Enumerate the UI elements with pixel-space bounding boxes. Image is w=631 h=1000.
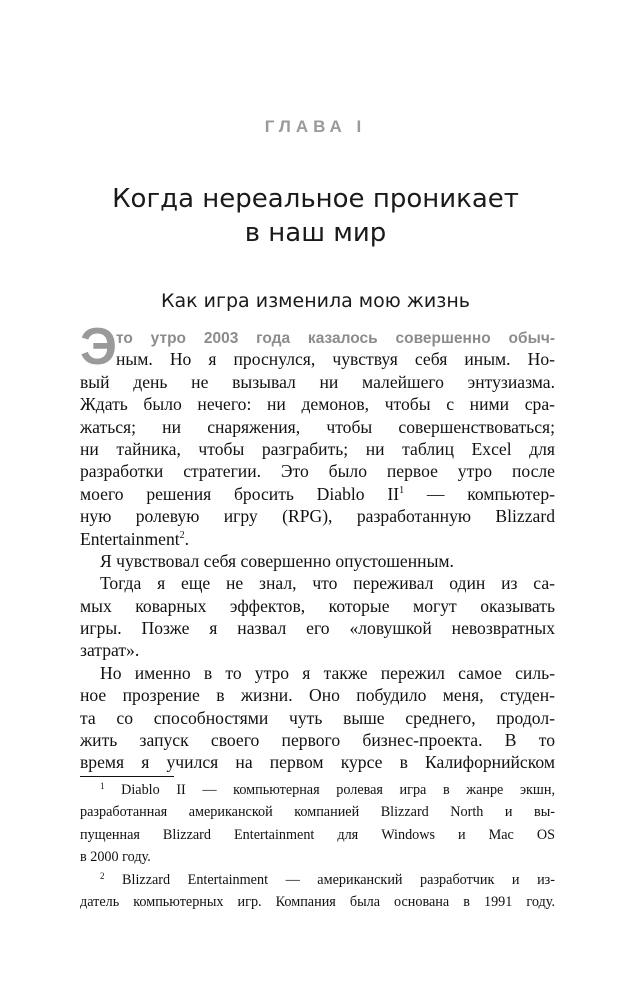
text-line: игры. Позже я назвал его «ловушкой невозвратных xyxy=(80,618,555,639)
text-line: ную ролевую игру (RPG), разработанную Blizzard xyxy=(80,506,555,527)
text-line: ное прозрение в жизни. Оно побудило меня, студен- xyxy=(80,685,555,706)
body-text xyxy=(80,318,555,774)
footnote-line: датель компьютерных игр. Компания была основана в 1991 году. xyxy=(80,893,555,910)
chapter-title xyxy=(0,182,631,250)
footnote-number-1: 1 xyxy=(100,781,105,791)
footnote-line xyxy=(80,871,555,893)
footnotes xyxy=(80,781,555,915)
text-line xyxy=(80,483,555,505)
footnote-divider xyxy=(80,776,174,777)
drop-cap: Э xyxy=(80,318,117,376)
text-line: Тогда я еще не знал, что переживал один из са- xyxy=(100,573,555,594)
footnote-ref-1[interactable]: 1 xyxy=(399,484,405,496)
chapter-label: ГЛАВА I xyxy=(264,117,367,136)
text-fragment: Blizzard Entertainment — американский разработчик и из- xyxy=(104,871,555,888)
text-line: вый день не вызывал ни малейшего энтузиазма. xyxy=(80,371,555,392)
text-line: Но именно в то утро я также пережил самое силь- xyxy=(100,662,555,683)
chapter-title-line: Когда нереальное проникает xyxy=(112,184,519,214)
footnote-line: разработанная американской компанией Blizzard North и вы- xyxy=(80,804,555,821)
text-line: разработки стратегии. Это было первое утро после xyxy=(80,461,555,482)
lead-in-text: то утро 2003 года казалось совершенно обыч- xyxy=(116,330,555,347)
chapter-title-line: в наш мир xyxy=(244,218,387,248)
section-title: Как игра изменила мою жизнь xyxy=(161,290,470,312)
text-line xyxy=(80,326,555,348)
text-line: мых коварных эффектов, которые могут оказывать xyxy=(80,595,555,616)
text-line: жаться; ни снаряжения, чтобы совершенствоваться; xyxy=(80,416,555,437)
text-fragment: Diablo II — компьютерная ролевая игра в жанре экшн, xyxy=(104,782,555,798)
text-line: жить запуск своего первого бизнес-проекта. В то xyxy=(80,730,555,751)
footnote-line: в 2000 году. xyxy=(80,849,151,866)
text-line: та со способностями чуть выше среднего, продол- xyxy=(80,707,555,728)
footnote-line xyxy=(80,781,555,803)
text-line: затрат». xyxy=(80,640,140,661)
text-fragment: моего решения бросить Diablo II xyxy=(80,483,400,504)
text-line: Я чувствовал себя совершенно опустошенным. xyxy=(100,550,454,571)
text-fragment: Entertainment xyxy=(80,528,180,549)
text-line: время я учился на первом курсе в Калифорнийском xyxy=(80,752,555,773)
text-line xyxy=(80,528,555,550)
text-line: Ждать было нечего: ни демонов, чтобы с ними сра- xyxy=(80,394,555,415)
text-line: ным. Но я проснулся, чувствуя себя иным. Но- xyxy=(116,349,555,370)
text-line: ни тайника, чтобы разграбить; ни таблиц Excel для xyxy=(80,438,555,459)
text-fragment: . xyxy=(184,528,190,549)
text-fragment: — компьютер- xyxy=(404,483,555,504)
footnote-number-2: 2 xyxy=(100,870,105,881)
footnote-ref-2[interactable]: 2 xyxy=(179,529,185,541)
footnote-line: пущенная Blizzard Entertainment для Windows и Mac OS xyxy=(80,826,555,843)
